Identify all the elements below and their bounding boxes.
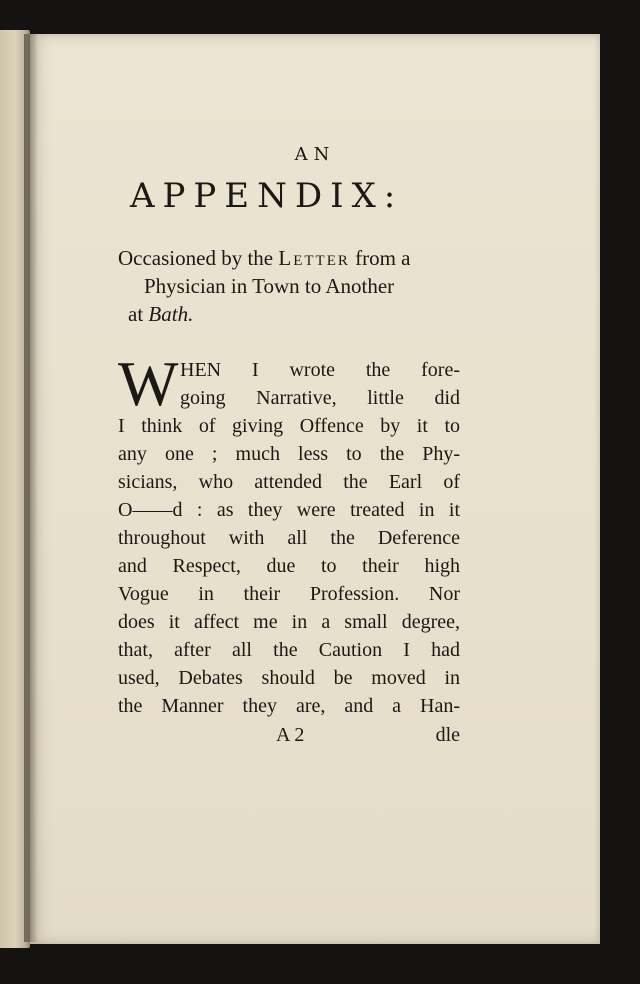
subtitle-line-1 — [118, 244, 460, 272]
body-line: any one ; much less to the Phy- — [118, 443, 460, 465]
body-line: does it affect me in a small degree, — [118, 611, 460, 633]
subtitle-line-1-end: from a — [349, 246, 411, 270]
body-line: HEN I wrote the fore- — [180, 359, 460, 381]
subtitle-letter-word: Letter — [278, 246, 350, 270]
drop-cap: W — [118, 348, 179, 419]
subtitle-line-1-start: Occasioned by the — [118, 246, 279, 270]
body-line: and Respect, due to their high — [118, 555, 460, 577]
heading-title: APPENDIX: — [130, 176, 404, 216]
subtitle-bath-word: Bath. — [148, 302, 194, 326]
body-line: the Manner they are, and a Han- — [118, 695, 460, 717]
subtitle-line-3 — [118, 300, 460, 328]
subtitle-line-3-start: at — [128, 302, 149, 326]
catchword: dle — [435, 724, 460, 746]
body-line: that, after all the Caution I had — [118, 639, 460, 661]
subtitle-line-2: Physician in Town to Another — [144, 274, 395, 298]
body-line: sicians, who attended the Earl of — [118, 471, 460, 493]
body-line: going Narrative, little did — [180, 387, 460, 409]
gutter-shadow — [24, 34, 38, 942]
body-line: I think of giving Offence by it to — [118, 415, 460, 437]
body-line: used, Debates should be moved in — [118, 667, 460, 689]
heading-prefix: AN — [294, 144, 336, 165]
body-line: O——d : as they were treated in it — [118, 499, 460, 521]
body-line: Vogue in their Profession. Nor — [118, 583, 460, 605]
page-footer — [118, 724, 460, 752]
body-text — [118, 348, 460, 720]
book-page — [30, 34, 600, 944]
signature-mark: A 2 — [276, 724, 305, 746]
subtitle-block — [118, 244, 460, 328]
body-line: throughout with all the Deference — [118, 527, 460, 549]
